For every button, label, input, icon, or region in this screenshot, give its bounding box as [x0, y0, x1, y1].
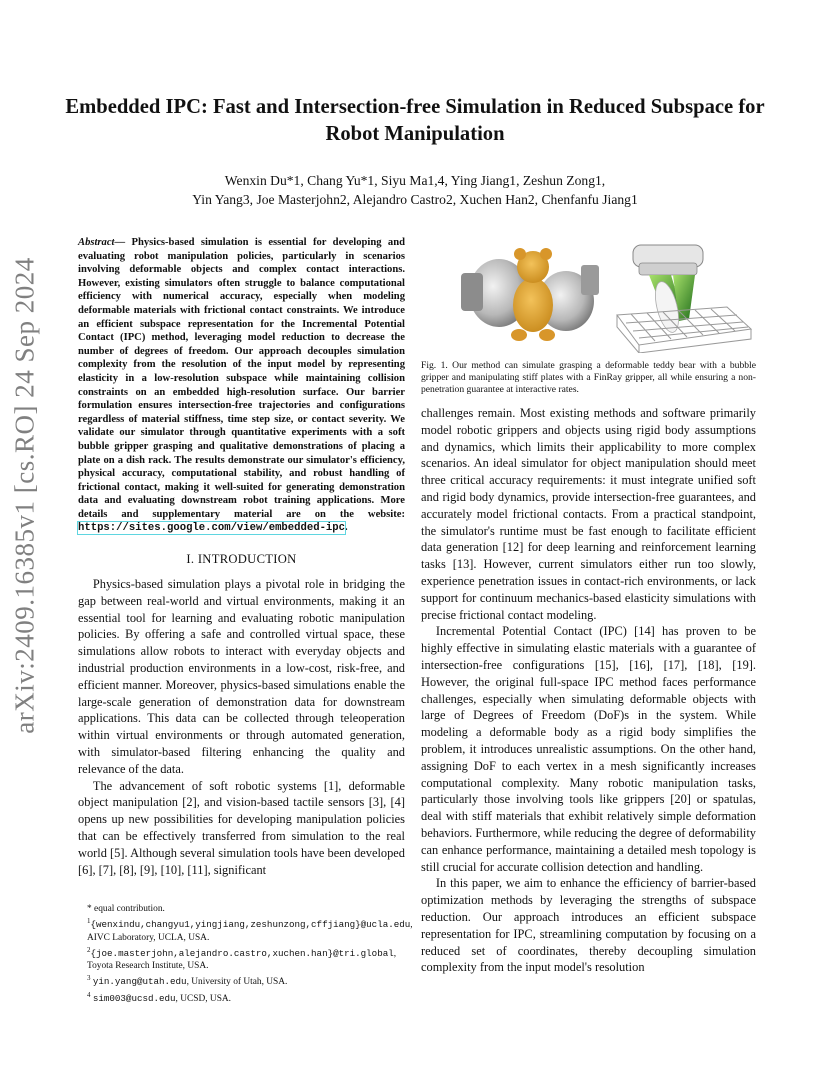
intro-right-paragraph-3: In this paper, we aim to enhance the efficiency of barrier-based optimization methods by leveraging the strengths of subspace reduction. Our approach introduces an efficient subspace representation for IPC, streamlining computation by focusing on a reduced set of coordinates, thereby decoupling simulation complexity from the input model's resolution — [421, 876, 756, 975]
abstract — [78, 236, 405, 536]
abstract-label: Abstract — [78, 237, 115, 248]
teddy-bear — [511, 248, 555, 341]
intro-paragraph-1: Physics-based simulation plays a pivotal role in bridging the gap between real-world and virtual environments, making it an essential tool for learning and evaluating robotic manipulation policies. By offering a safe and controlled virtual space, these simulations allow robots to interact with everyday objects and industrial production environments in a low-cost, risk-free, and efficient manner. Moreover, physics-based simulations enable the large-scale generation of demonstration data for downstream applications. This data can be collected through teleoperation within virtual environments or through automated generation, with simulator-based filtering enhancing the quality and relevance of the data. — [78, 577, 405, 776]
footnote-2: $^2${joe.masterjohn,alejandro.castro,xuchen.han}@tri.global, Toyota Research Institute, USA. — [87, 945, 397, 972]
footnote-2-affiliation: , Toyota Research Institute, USA. — [87, 948, 397, 972]
arxiv-stamp — [9, 256, 40, 734]
figure-1-caption: Fig. 1. Our method can simulate grasping a deformable teddy bear with a bubble gripper and manipulating stiff plates with a FinRay gripper, all while ensuring a non-penetration guarantee at interactive rates. — [421, 360, 756, 395]
abstract-end: . — [345, 522, 348, 534]
footnote-equal-contribution: * equal contribution. — [87, 904, 165, 914]
paper-title: Embedded IPC: Fast and Intersection-free Simulation in Reduced Subspace for Robot Manipulation — [65, 96, 765, 145]
right-column — [421, 235, 756, 976]
intro-right-paragraph-1: challenges remain. Most existing methods and software primarily model robotic grippers and objects using rigid body assumptions and dynamics, which limits their applicability to more complex scenarios. An ideal simulator for object manipulation should meet three critical accuracy requirements: it must integrate unified soft and rigid body dynamics, provide intersection-free guarantees, and accurately model frictional contacts. From a practical standpoint, the simulator's runtime must be fast enough to facilitate efficient data generation [12] for deep learning and reinforcement learning tasks [13]. However, current simulators either run too slowly, experience penetration issues in contact-rich environments, or lack support for continuum mechanics-based elasticity simulations with precise frictional contact modeling. — [421, 406, 756, 622]
authors-line-2: Yin Yang3, Joe Masterjohn2, Alejandro Castro2, Xuchen Han2, Chenfanfu Jiang1 — [192, 192, 638, 207]
footnote-1: $^1${wenxindu,changyu1,yingjiang,zeshunzong,cffjiang}@ucla.edu, AIVC Laboratory, UCLA, USA. — [87, 917, 413, 943]
authors-line-1: Wenxin Du*1, Chang Yu*1, Siyu Ma1,4, Ying Jiang1, Zeshun Zong1, — [224, 173, 606, 188]
footnote-3: $^3$ yin.yang@utah.edu, University of Utah, USA. — [87, 974, 288, 988]
footnote-4-email: sim003@ucsd.edu — [92, 992, 176, 1004]
footnote-1-affiliation: , AIVC Laboratory, UCLA, USA. — [87, 920, 413, 943]
footnote-1-emails: {wenxindu,changyu1,yingjiang,zeshunzong,cffjiang}@ucla.edu — [90, 919, 411, 931]
author-list — [60, 171, 770, 209]
arxiv-stamp-text: arXiv:2409.16385v1 [cs.RO] 24 Sep 2024 — [9, 256, 40, 734]
finray-dish-rack-scene — [617, 245, 751, 353]
footnote-3-affiliation: , University of Utah, USA. — [186, 977, 288, 988]
intro-paragraph-2: The advancement of soft robotic systems [1], deformable object manipulation [2], and vision-based tactile sensors [3], [4] opens up new possibilities for developing manipulation policies that can be effectively transferred from simulation to the real world [5]. Although several simulation tools have been developed [6], [7], [8], [9], [10], [11], significant — [78, 778, 405, 877]
footnote-4: $^4$ sim003@ucsd.edu, UCSD, USA. — [87, 990, 232, 1004]
left-column — [78, 236, 405, 878]
figure-1-illustration — [421, 235, 756, 353]
abstract-text: — Physics-based simulation is essential for developing and evaluating robot manipulation policies, particularly in scenarios involving deformable objects and complex contact interactions. However, existing simulators often struggle to balance computational efficiency with numerical accuracy, especially when modeling deformable materials with frictional contact constraints. We introduce an efficient subspace representation for the Incremental Potential Contact (IPC) method, leveraging model reduction to decrease the number of degrees of freedom. Our approach decouples simulation complexity from the resolution of the input model by representing elasticity in a low-resolution subspace while maintaining collision constraints on an embedded high-resolution surface. Our barrier formulation ensures intersection-free trajectories and configurations regardless of material stiffness, time step size, or contact severity. We validate our simulator through quantitative experiments with a soft bubble gripper grasping and qualitative demonstrations of placing a plate on a dish rack. The results demonstrate our simulator's efficiency, physical accuracy, computational stability, and robust handling of frictional contact, making it well-suited for generating demonstration data and evaluating downstream robot training applications. More details and supplementary material are on the website: — [78, 237, 405, 520]
left-gripper-base — [461, 273, 483, 311]
footnote-2-emails: {joe.masterjohn,alejandro.castro,xuchen.han}@tri.global — [90, 947, 394, 959]
section-heading-introduction: I. INTRODUCTION — [186, 552, 297, 567]
intro-right-paragraph-2: Incremental Potential Contact (IPC) [14] has proven to be highly effective in simulating elastic materials with a guarantee of intersection-free configurations [15], [16], [17], [18], [19]. However, the original full-space IPC method faces performance challenges, especially when simulating deformable objects with large of Degrees of Freedom (DoF)s in the system. While modeling a deformable body as a rigid body simplifies the problem, it introduces unrealistic assumptions. On the other hand, assigning DoF to each vertex in a mesh significantly increases computational complexity. Many robotic manipulation tasks, particularly those involving tools like grippers [20] or spatulas, deal with stiff materials that exhibit relatively simple deformation behaviors. Furthermore, while reducing the degree of deformability can enhance performance, maintaining a detailed mesh topology is still crucial for accurate collision detection and handling. — [421, 624, 756, 874]
website-link[interactable]: https://sites.google.com/view/embedded-ipc — [78, 522, 346, 535]
right-gripper-base — [581, 265, 599, 295]
bubble-gripper-scene — [461, 248, 599, 341]
footnotes — [78, 903, 413, 1005]
footnote-3-email: yin.yang@utah.edu — [92, 976, 187, 988]
footnote-4-affiliation: , UCSD, USA. — [175, 993, 232, 1004]
figure-1 — [421, 235, 756, 353]
